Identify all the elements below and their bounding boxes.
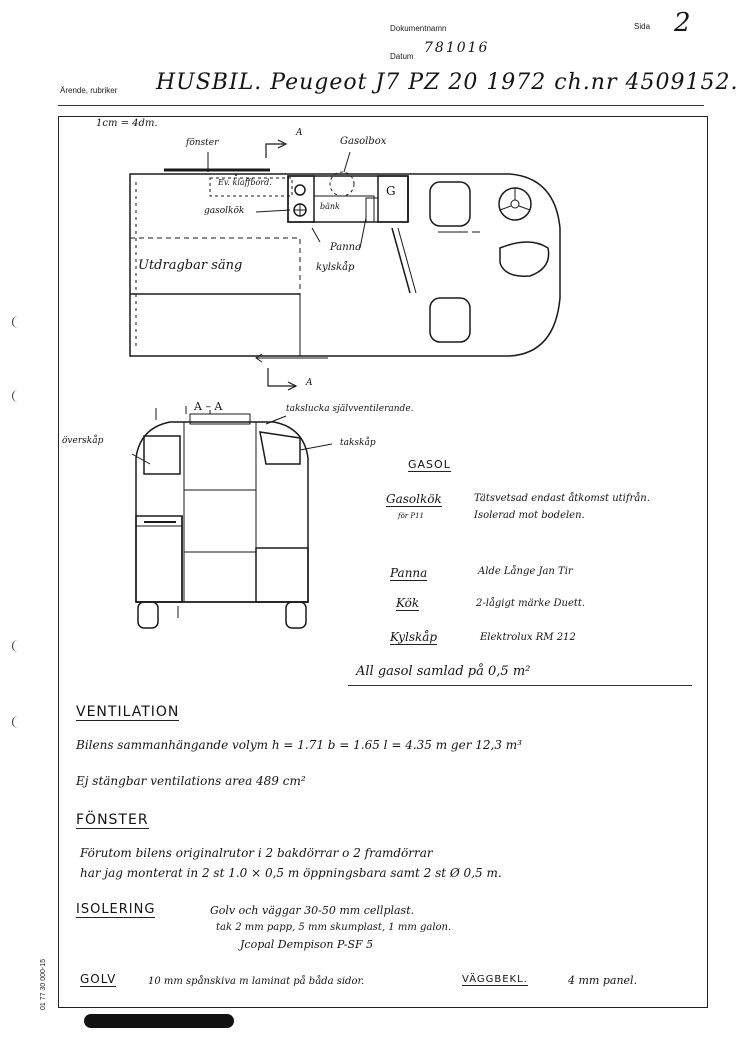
bench-label: bänk <box>320 202 340 211</box>
g-cabinet <box>378 176 408 222</box>
g-cabinet-label: G <box>386 184 396 198</box>
gasol-item-text-1: Tätsvetsad endast åtkomst utifrån. Isolerad mot bodelen. <box>474 493 650 521</box>
page-label: Sida <box>634 22 651 31</box>
insulation-line-1: Golv och väggar 30-50 mm cellplast. <box>210 904 415 917</box>
roof-hatch-label: takslucka självventilerande. <box>286 404 414 414</box>
ventilation-heading: VENTILATION <box>76 704 180 720</box>
section-outline <box>136 422 308 602</box>
gasol-total: All gasol samlad på 0,5 m² <box>356 664 531 679</box>
upper-cabinet-right <box>260 432 300 464</box>
gasol-item-label-2: Panna <box>390 566 428 580</box>
section-title: A – A <box>194 400 223 413</box>
subject-label: Ärende, rubriker <box>60 86 118 95</box>
windows-line-1: Förutom bilens originalrutor i 2 bakdörrar o 2 framdörrar <box>80 846 433 860</box>
windows-heading: FÖNSTER <box>76 812 149 828</box>
wheel-left <box>138 602 158 628</box>
page-number: 2 <box>674 8 691 38</box>
date-value: 781016 <box>424 40 490 56</box>
floor-plan-drawing <box>60 118 700 678</box>
margin-form-code: 01 77 30 000-15 <box>40 959 47 1010</box>
passenger-seat <box>430 298 470 342</box>
gasol-item-label-1: Gasolkök <box>386 492 442 506</box>
wheel-right <box>286 602 306 628</box>
stove-burner-1 <box>295 185 305 195</box>
upper-cabinet-left <box>144 436 180 474</box>
subject-title: HUSBIL. Peugeot J7 PZ 20 1972 ch.nr 4509152. <box>156 70 739 95</box>
bed-label: Utdragbar säng <box>138 258 243 273</box>
wall-cladding-heading: VÄGGBEKL. <box>462 974 528 985</box>
driver-seat <box>430 182 470 226</box>
boiler-label: Panna <box>330 242 362 253</box>
gasol-item-label-3: Kök <box>396 596 420 610</box>
fridge-label: kylskåp <box>316 262 355 273</box>
binder-mark-2 <box>12 390 21 402</box>
gasol-heading: GASOL <box>408 458 451 471</box>
gas-box-label: Gasolbox <box>340 136 387 147</box>
gasol-total-rule <box>348 685 692 686</box>
kitchen-block <box>288 176 408 222</box>
window-label: fönster <box>186 138 219 148</box>
binder-mark-3 <box>12 640 21 652</box>
insulation-line-3: Jcopal Dempison P-SF 5 <box>240 938 374 951</box>
section-mark-top: A <box>296 128 303 138</box>
gasol-item-text-3: 2-lågigt märke Duett. <box>476 598 586 609</box>
date-label: Datum <box>390 52 414 61</box>
gasol-item-text-2: Alde Långe Jan Tir <box>478 566 573 577</box>
scale-note: 1cm = 4dm. <box>96 118 158 129</box>
gasol-item-sub-1: för P11 <box>398 512 424 520</box>
binder-mark-1 <box>12 316 21 328</box>
windows-line-2: har jag monterat in 2 st 1.0 × 0,5 m öppningsbara samt 2 st Ø 0,5 m. <box>80 866 502 880</box>
redacted-signature <box>84 1014 234 1028</box>
ventilation-line-2: Ej stängbar ventilations area 489 cm² <box>76 774 306 788</box>
section-mark-bottom: A <box>306 378 313 388</box>
gas-stove-label: gasolkök <box>204 206 245 216</box>
ventilation-line-1: Bilens sammanhängande volym h = 1.71 b = 1.65 l = 4.35 m ger 12,3 m³ <box>76 738 522 752</box>
document-name-label: Dokumentnamn <box>390 24 447 33</box>
gasol-item-label-4: Kylskåp <box>390 630 438 644</box>
gasol-item-text-4: Elektrolux RM 212 <box>480 632 576 643</box>
insulation-heading: ISOLERING <box>76 902 156 917</box>
roof-cabinet-label: takskåp <box>340 438 376 448</box>
floor-heading: GOLV <box>80 972 117 986</box>
insulation-line-2: tak 2 mm papp, 5 mm skumplast, 1 mm galon. <box>216 922 452 933</box>
wall-cladding-text: 4 mm panel. <box>568 974 638 987</box>
bench-right <box>256 548 308 602</box>
folding-table-label: Ev. klaffbord. <box>218 178 272 187</box>
header-rule <box>58 105 704 106</box>
upper-cabinet-label: överskåp <box>62 436 104 446</box>
counter-left <box>136 516 182 602</box>
binder-mark-4 <box>12 716 21 728</box>
floor-text: 10 mm spånskiva m laminat på båda sidor. <box>148 976 365 987</box>
